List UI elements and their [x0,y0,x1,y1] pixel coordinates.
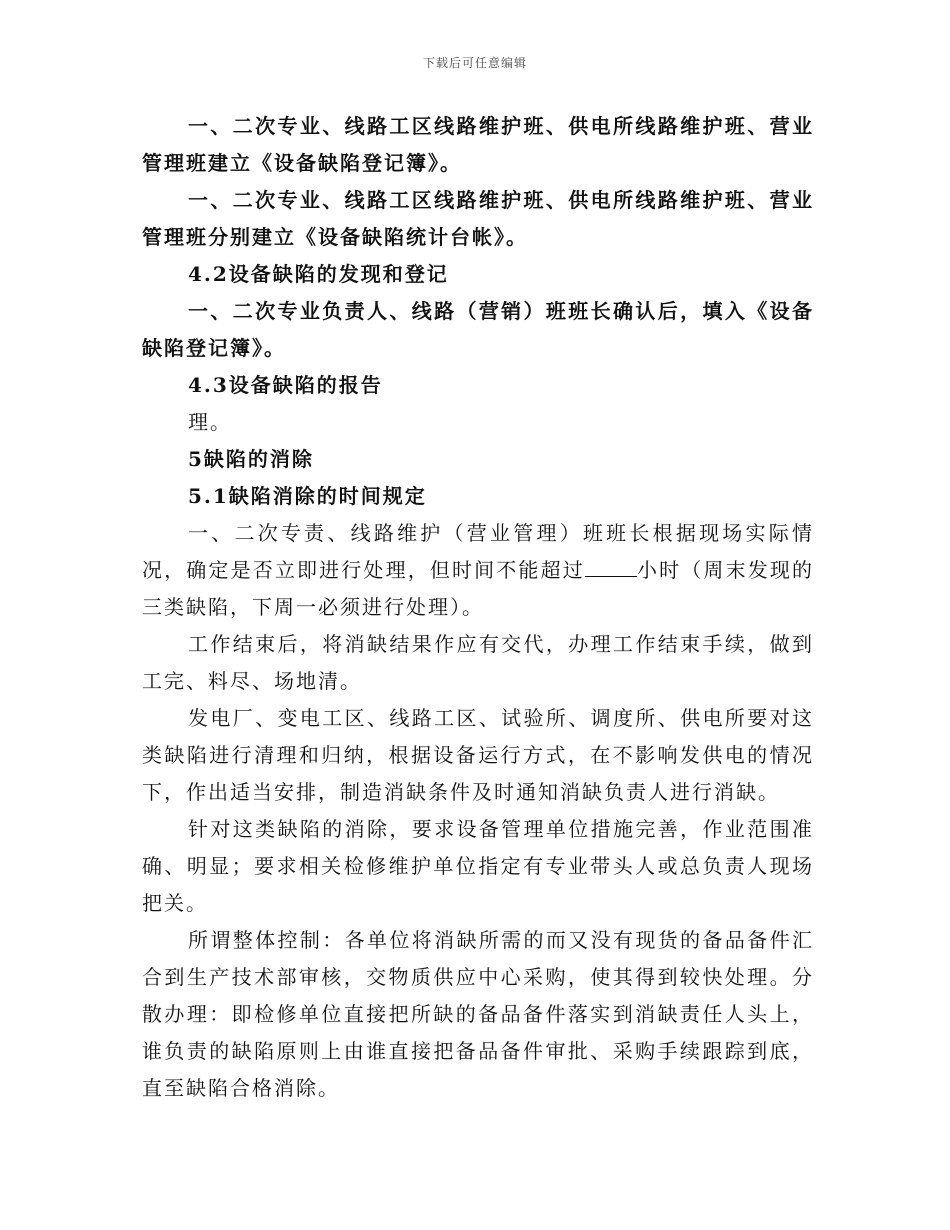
document-body [142,108,814,1107]
paragraph-register-book: 一、二次专业、线路工区线路维护班、供电所线路维护班、营业管理班建立《设备缺陷登记簿》。 [142,114,814,175]
paragraph-statistics-ledger: 一、二次专业、线路工区线路维护班、供电所线路维护班、营业管理班分别建立《设备缺陷统计台帐》。 [142,188,814,249]
section-heading-4-2: 4.2设备缺陷的发现和登记 [188,262,449,286]
section-heading-5-1: 5.1缺陷消除的时间规定 [188,484,427,508]
paragraph-arrangement: 发电厂、变电工区、线路工区、试验所、调度所、供电所要对这类缺陷进行清理和归纳，根据设备运行方式，在不影响发供电的情况下，作出适当安排，制造消缺条件及时通知消缺负责人进行消缺。 [142,706,814,804]
paragraph-confirm-fill: 一、二次专业负责人、线路（营销）班班长确认后，填入《设备缺陷登记簿》。 [142,299,814,360]
paragraph-measures: 针对这类缺陷的消除，要求设备管理单位措施完善，作业范围准确、明显；要求相关检修维护单位指定有专业带头人或总负责人现场把关。 [142,817,814,915]
section-heading-5: 5缺陷的消除 [188,447,314,471]
paragraph-time-limit [142,515,814,626]
hours-blank-field [585,558,637,577]
time-limit-text-after: 小时（周末发现的三类缺陷，下周一必须进行处理）。 [142,558,815,619]
section-heading-4-3: 4.3设备缺陷的报告 [188,373,383,397]
header-note: 下载后可任意编辑 [422,56,527,70]
paragraph-fragment: 理。 [188,410,232,434]
paragraph-work-end: 工作结束后，将消缺结果作应有交代，办理工作结束手续，做到工完、料尽、场地清。 [142,632,814,693]
time-limit-text-before: 一、二次专责、线路维护（营业管理）班班长根据现场实际情况，确定是否立即进行处理，但时间不能超过 [142,521,814,582]
paragraph-overall-control: 所谓整体控制：各单位将消缺所需的而又没有现货的备品备件汇合到生产技术部审核，交物质供应中心采购，使其得到较快处理。分散办理：即检修单位直接把所缺的备品备件落实到消缺责任人头上，谁负责的缺陷原则上由谁直接把备品备件审批、采购手续跟踪到底，直至缺陷合格消除。 [142,928,814,1100]
